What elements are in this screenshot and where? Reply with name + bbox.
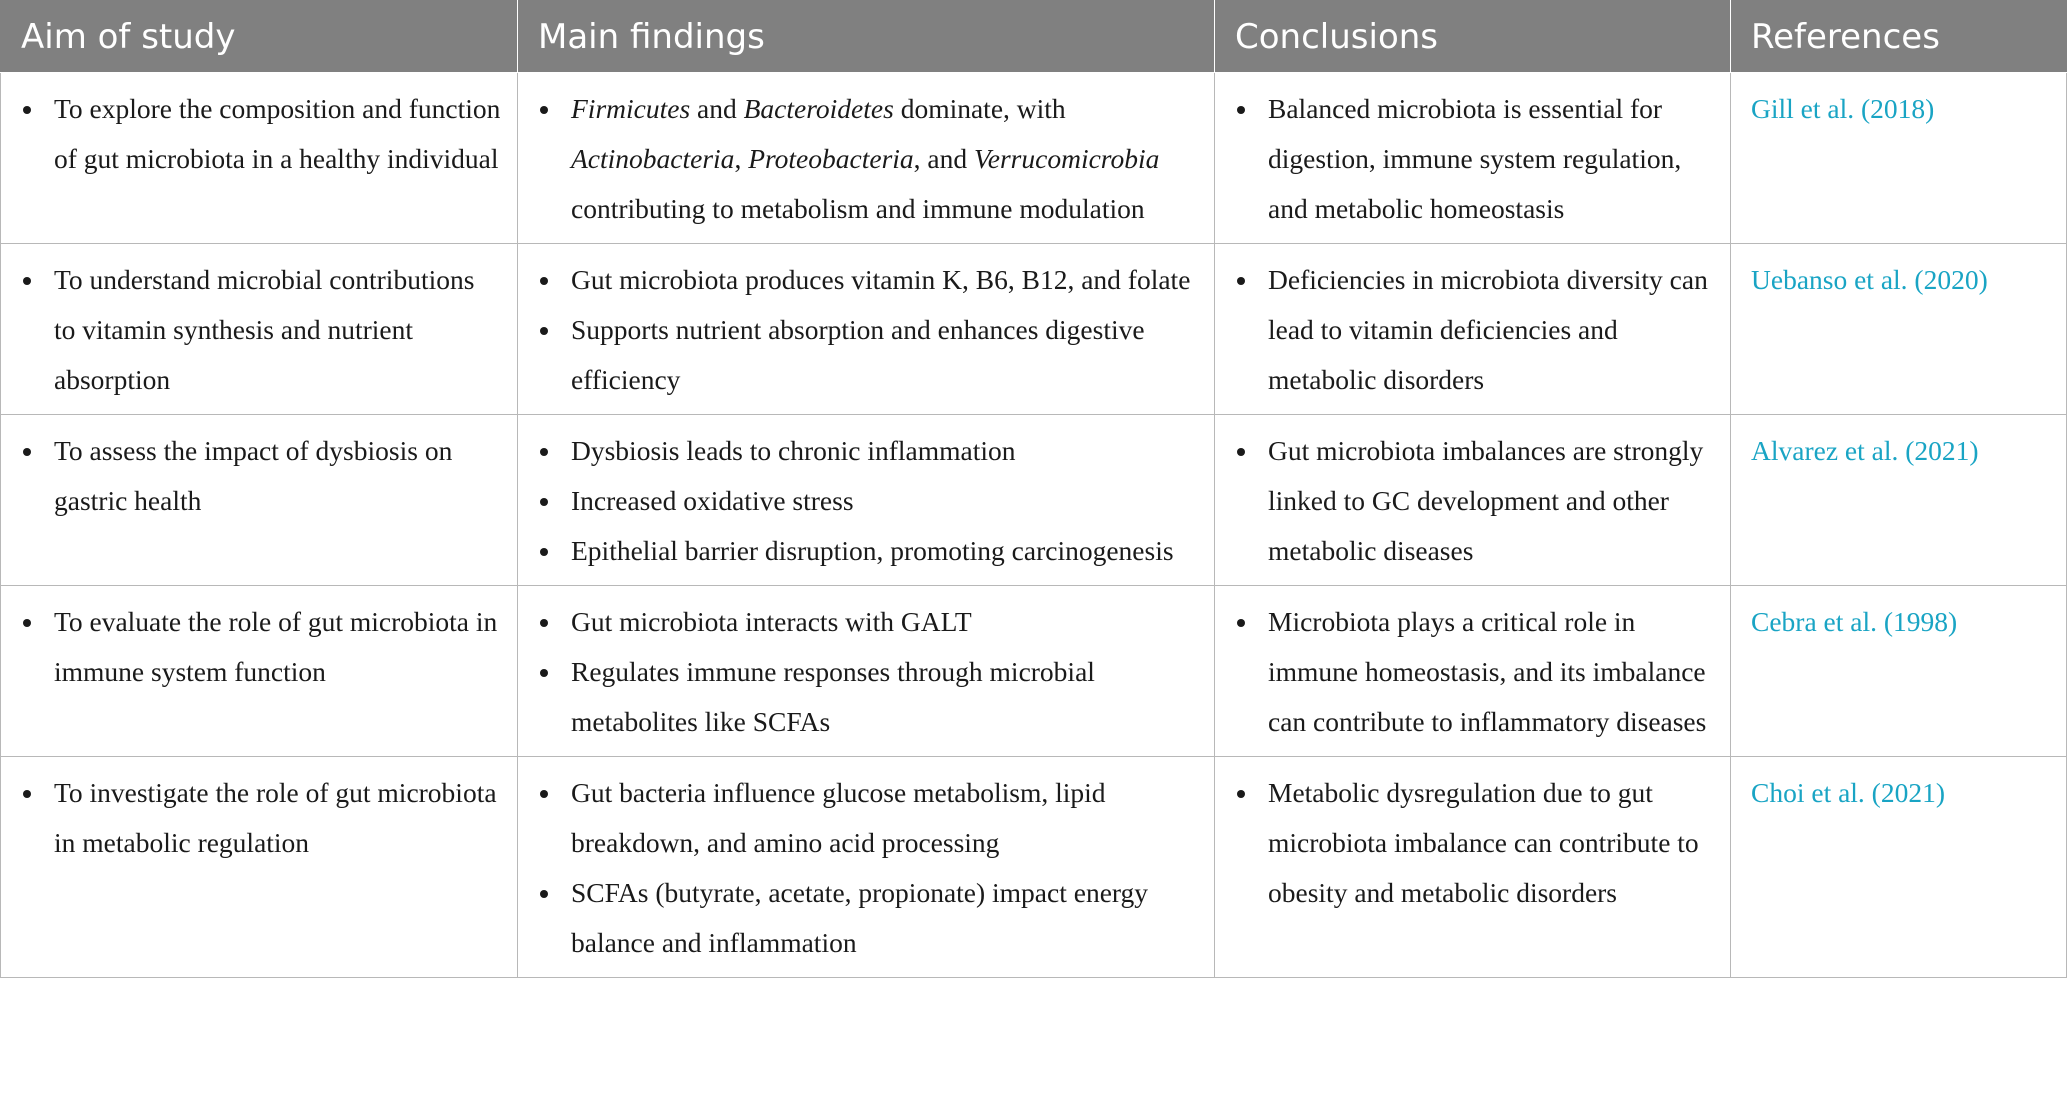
table-header xyxy=(1,1,2067,73)
findings-cell xyxy=(518,73,1215,244)
finding-text: Gut microbiota interacts with GALT xyxy=(571,606,972,637)
aim-cell xyxy=(1,244,518,415)
conclusion-item: Balanced microbiota is essential for digestion, immune system regulation, and metabolic homeostasis xyxy=(1235,84,1714,234)
finding-item xyxy=(538,476,1198,526)
finding-item xyxy=(538,526,1198,576)
header-main-findings: Main findings xyxy=(518,1,1215,73)
header-row xyxy=(1,1,2067,73)
conclusions-list xyxy=(1235,768,1714,918)
reference-cell xyxy=(1731,73,2067,244)
finding-text: contributing to metabolism and immune modulation xyxy=(571,193,1145,224)
findings-cell xyxy=(518,757,1215,978)
table-row xyxy=(1,757,2067,978)
finding-text: Increased oxidative stress xyxy=(571,485,854,516)
reference-link[interactable]: Alvarez et al. (2021) xyxy=(1751,435,1979,466)
finding-text: Supports nutrient absorption and enhances digestive efficiency xyxy=(571,314,1145,395)
aim-cell xyxy=(1,73,518,244)
reference-link[interactable]: Cebra et al. (1998) xyxy=(1751,606,1958,637)
aim-cell xyxy=(1,415,518,586)
aim-item: To assess the impact of dysbiosis on gastric health xyxy=(21,426,501,526)
taxon-name: Verrucomicrobia xyxy=(974,143,1160,174)
findings-list xyxy=(538,768,1198,968)
aim-list xyxy=(21,597,501,697)
aim-item: To explore the composition and function of gut microbiota in a healthy individual xyxy=(21,84,501,184)
conclusions-cell xyxy=(1215,244,1731,415)
aim-list xyxy=(21,426,501,526)
conclusion-item: Metabolic dysregulation due to gut microbiota imbalance can contribute to obesity and metabolic disorders xyxy=(1235,768,1714,918)
table-row xyxy=(1,415,2067,586)
findings-cell xyxy=(518,415,1215,586)
reference-link[interactable]: Uebanso et al. (2020) xyxy=(1751,264,1988,295)
aim-item: To evaluate the role of gut microbiota in immune system function xyxy=(21,597,501,697)
taxon-name: Bacteroidetes xyxy=(743,93,894,124)
finding-item xyxy=(538,84,1198,234)
aim-cell xyxy=(1,757,518,978)
finding-text: and xyxy=(690,93,744,124)
aim-item: To understand microbial contributions to vitamin synthesis and nutrient absorption xyxy=(21,255,501,405)
findings-cell xyxy=(518,244,1215,415)
findings-list xyxy=(538,597,1198,747)
findings-list xyxy=(538,84,1198,234)
reference-cell xyxy=(1731,415,2067,586)
finding-item xyxy=(538,647,1198,747)
reference-link[interactable]: Gill et al. (2018) xyxy=(1751,93,1935,124)
conclusions-list xyxy=(1235,426,1714,576)
header-conclusions: Conclusions xyxy=(1215,1,1731,73)
table-body xyxy=(1,73,2067,978)
finding-text: , xyxy=(734,143,749,174)
findings-list xyxy=(538,426,1198,576)
finding-item xyxy=(538,597,1198,647)
finding-text: Regulates immune responses through microbial metabolites like SCFAs xyxy=(571,656,1095,737)
table-row xyxy=(1,244,2067,415)
taxon-name: Actinobacteria xyxy=(571,143,735,174)
conclusions-cell xyxy=(1215,757,1731,978)
aim-list xyxy=(21,768,501,868)
aim-list xyxy=(21,84,501,184)
finding-item xyxy=(538,768,1198,868)
header-aim-of-study: Aim of study xyxy=(1,1,518,73)
finding-item xyxy=(538,305,1198,405)
reference-link[interactable]: Choi et al. (2021) xyxy=(1751,777,1945,808)
table-row xyxy=(1,73,2067,244)
finding-text: Gut microbiota produces vitamin K, B6, B12, and folate xyxy=(571,264,1191,295)
findings-list xyxy=(538,255,1198,405)
finding-item xyxy=(538,426,1198,476)
aim-item: To investigate the role of gut microbiota in metabolic regulation xyxy=(21,768,501,868)
finding-item xyxy=(538,868,1198,968)
conclusions-list xyxy=(1235,597,1714,747)
finding-text: Gut bacteria influence glucose metabolism, lipid breakdown, and amino acid processing xyxy=(571,777,1106,858)
conclusion-item: Microbiota plays a critical role in immune homeostasis, and its imbalance can contribute to inflammatory diseases xyxy=(1235,597,1714,747)
conclusion-item: Deficiencies in microbiota diversity can lead to vitamin deficiencies and metabolic disorders xyxy=(1235,255,1714,405)
taxon-name: Firmicutes xyxy=(571,93,691,124)
conclusions-cell xyxy=(1215,415,1731,586)
finding-text: , and xyxy=(913,143,975,174)
taxon-name: Proteobacteria xyxy=(748,143,914,174)
reference-cell xyxy=(1731,586,2067,757)
conclusion-item: Gut microbiota imbalances are strongly linked to GC development and other metabolic diseases xyxy=(1235,426,1714,576)
header-references: References xyxy=(1731,1,2067,73)
finding-text: Epithelial barrier disruption, promoting carcinogenesis xyxy=(571,535,1174,566)
finding-text: dominate, with xyxy=(893,93,1066,124)
finding-text: SCFAs (butyrate, acetate, propionate) impact energy balance and inflammation xyxy=(571,877,1149,958)
conclusions-cell xyxy=(1215,73,1731,244)
reference-cell xyxy=(1731,244,2067,415)
conclusions-list xyxy=(1235,84,1714,234)
reference-cell xyxy=(1731,757,2067,978)
finding-text: Dysbiosis leads to chronic inflammation xyxy=(571,435,1016,466)
finding-item xyxy=(538,255,1198,305)
conclusions-list xyxy=(1235,255,1714,405)
aim-list xyxy=(21,255,501,405)
table-row xyxy=(1,586,2067,757)
conclusions-cell xyxy=(1215,586,1731,757)
findings-cell xyxy=(518,586,1215,757)
aim-cell xyxy=(1,586,518,757)
